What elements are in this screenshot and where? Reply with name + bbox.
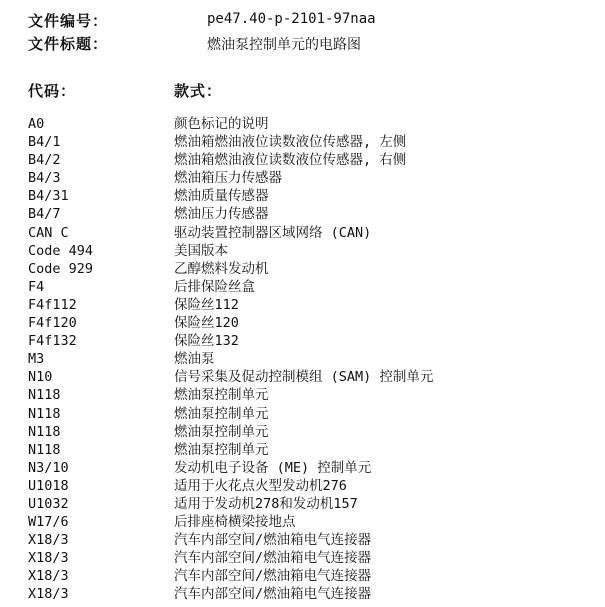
- table-row: [0, 296, 605, 314]
- component-description: 汽车内部空间/燃油箱电气连接器: [174, 568, 372, 585]
- component-code: B4/2: [28, 152, 61, 169]
- component-code: U1018: [28, 477, 69, 494]
- component-description: 汽车内部空间/燃油箱电气连接器: [174, 550, 372, 567]
- component-code: Code 494: [28, 242, 94, 259]
- doc-title-label: 文件标题：: [28, 35, 109, 53]
- component-description: 燃油质量传感器: [174, 188, 269, 205]
- component-description: 燃油箱压力传感器: [174, 170, 282, 187]
- component-description: 保险丝112: [174, 296, 239, 313]
- component-code: B4/31: [28, 188, 69, 205]
- component-code: N118: [28, 405, 61, 422]
- component-description: 燃油压力传感器: [174, 206, 269, 223]
- table-row: [0, 260, 605, 278]
- component-description: 适用于火花点火型发动机276: [174, 477, 347, 494]
- component-code: Code 929: [28, 260, 94, 277]
- table-row: [0, 405, 605, 423]
- component-code: X18/3: [28, 586, 69, 603]
- component-code: F4f112: [28, 296, 77, 313]
- table-row: [0, 169, 605, 187]
- legend-table: [0, 115, 605, 604]
- table-row: [0, 567, 605, 585]
- table-row: [0, 585, 605, 603]
- table-row: [0, 495, 605, 513]
- table-row: [0, 133, 605, 151]
- component-code: X18/3: [28, 550, 69, 567]
- component-code: CAN C: [28, 224, 69, 241]
- component-description: 信号采集及促动控制模组 (SAM) 控制单元: [174, 369, 434, 386]
- component-description: 颜色标记的说明: [174, 116, 269, 132]
- component-code: M3: [28, 351, 45, 368]
- component-description: 乙醇燃料发动机: [174, 260, 269, 277]
- component-code: F4f132: [28, 333, 77, 350]
- component-code: F4f120: [28, 315, 77, 332]
- component-code: N118: [28, 387, 61, 404]
- table-row: [0, 531, 605, 549]
- component-code: N10: [28, 369, 53, 386]
- table-row: [0, 205, 605, 223]
- table-row: [0, 242, 605, 260]
- component-description: 燃油泵控制单元: [174, 387, 269, 404]
- table-row: [0, 332, 605, 350]
- component-code: F4: [28, 278, 45, 295]
- component-description: 保险丝132: [174, 333, 239, 350]
- table-row: [0, 368, 605, 386]
- table-row: [0, 224, 605, 242]
- component-description: 驱动装置控制器区域网络 (CAN): [174, 224, 372, 241]
- table-row: [0, 278, 605, 296]
- component-description: 保险丝120: [174, 315, 239, 332]
- component-description: 燃油泵控制单元: [174, 441, 269, 458]
- component-code: U1032: [28, 495, 69, 512]
- doc-number-label: 文件编号：: [28, 12, 109, 30]
- component-code: N118: [28, 441, 61, 458]
- table-row: [0, 459, 605, 477]
- component-description: 汽车内部空间/燃油箱电气连接器: [174, 532, 372, 549]
- component-code: B4/3: [28, 170, 61, 187]
- component-code: B4/7: [28, 206, 61, 223]
- component-description: 燃油泵控制单元: [174, 405, 269, 422]
- table-row: [0, 187, 605, 205]
- component-code: A0: [28, 116, 45, 132]
- component-description: 适用于发动机278和发动机157: [174, 495, 358, 512]
- component-code: X18/3: [28, 532, 69, 549]
- component-description: 后排保险丝盒: [174, 278, 255, 295]
- table-row: [0, 115, 605, 133]
- component-description: 燃油箱燃油液位读数液位传感器, 左侧: [174, 134, 407, 151]
- table-row: [0, 151, 605, 169]
- doc-number-value: pe47.40-p-2101-97naa: [207, 11, 376, 27]
- table-row: [0, 350, 605, 368]
- component-code: B4/1: [28, 134, 61, 151]
- table-row: [0, 477, 605, 495]
- component-description: 后排座椅横梁接地点: [174, 514, 296, 531]
- component-description: 汽车内部空间/燃油箱电气连接器: [174, 586, 372, 603]
- component-description: 美国版本: [174, 242, 228, 259]
- component-code: W17/6: [28, 514, 69, 531]
- code-column-header: 代码：: [28, 82, 77, 100]
- table-row: [0, 549, 605, 567]
- component-code: N118: [28, 423, 61, 440]
- table-row: [0, 386, 605, 404]
- table-row: [0, 513, 605, 531]
- doc-title-value: 燃油泵控制单元的电路图: [207, 37, 361, 53]
- table-row: [0, 314, 605, 332]
- component-code: X18/3: [28, 568, 69, 585]
- table-row: [0, 441, 605, 459]
- component-description: 燃油箱燃油液位读数液位传感器, 右侧: [174, 152, 407, 169]
- description-column-header: 款式：: [174, 82, 223, 100]
- component-description: 发动机电子设备 (ME) 控制单元: [174, 459, 372, 476]
- table-row: [0, 423, 605, 441]
- component-code: N3/10: [28, 459, 69, 476]
- component-description: 燃油泵: [174, 351, 215, 368]
- component-description: 燃油泵控制单元: [174, 423, 269, 440]
